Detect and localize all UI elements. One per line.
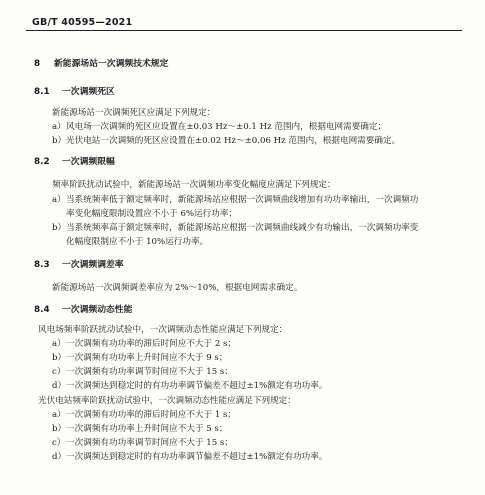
item-text: 一次调频有功功率调节时间应不大于 15 s； xyxy=(66,438,233,448)
item-label: c） xyxy=(52,438,66,448)
item-text: 一次调频有功功率的滞后时间应不大于 2 s； xyxy=(66,339,237,349)
wind-farm-intro: 风电场频率阶跃扰动试验中，一次调频动态性能应满足下列规定： xyxy=(38,325,288,335)
section-8-2-item-a-line2: 率变化幅度限制设置应不小于 6%运行功率； xyxy=(66,209,238,219)
pv-station-intro: 光伏电站频率阶跃扰动试验中，一次调频动态性能应满足下列规定： xyxy=(38,396,296,406)
item-label: b） xyxy=(52,424,67,434)
wind-item-b xyxy=(52,353,227,364)
item-text: 当系统频率低于额定频率时，新能源场站应根据一次调频曲线增加有功功率输出，一次调频功 xyxy=(66,195,419,205)
item-text: 风电场一次调频的死区应设置在±0.03 Hz～±0.1 Hz 范围内，根据电网需要确定； xyxy=(66,122,387,132)
item-label: d） xyxy=(52,381,67,391)
item-text: 一次调频有功功率调节时间应不大于 15 s； xyxy=(66,367,233,377)
section-8-2-intro: 频率阶跃扰动试验中，新能源场站一次调频功率变化幅度应满足下列规定： xyxy=(52,180,336,190)
section-8-3-text: 新能源场站一次调频调差率应为 2%～10%，根据电网需求确定。 xyxy=(52,283,303,293)
item-label: a） xyxy=(52,122,66,132)
section-8-4-number: 8.4 xyxy=(34,305,50,315)
section-8-2-item-a-line1 xyxy=(52,195,418,206)
item-text: 当系统频率高于额定频率时，新能源场站应根据一次调频曲线减少有功输出，一次调频功率变 xyxy=(66,223,419,233)
item-label: a） xyxy=(52,410,66,420)
section-8-1-number: 8.1 xyxy=(34,87,50,97)
section-8-2-number: 8.2 xyxy=(34,157,50,167)
item-text: 一次调频有功功率上升时间应不大于 9 s； xyxy=(66,353,228,363)
section-8-3-title: 一次调频调差率 xyxy=(62,260,124,270)
section-8-1-item-b xyxy=(52,136,400,147)
section-8-1-title: 一次调频死区 xyxy=(62,87,115,97)
item-label: b） xyxy=(52,223,67,233)
item-label: b） xyxy=(52,136,67,146)
pv-item-b xyxy=(52,424,227,435)
section-8-heading xyxy=(34,59,168,70)
section-8-3-heading xyxy=(34,260,124,271)
section-8-title: 新能源场站一次调频技术规定 xyxy=(54,59,169,69)
wind-item-c xyxy=(52,367,233,378)
item-text: 光伏电站一次调频的死区应设置在±0.02 Hz～±0.06 Hz 范围内，根据电网需要确定。 xyxy=(66,136,401,146)
item-label: d） xyxy=(52,452,67,462)
standard-code-header: GB/T 40595—2021 xyxy=(32,17,133,28)
section-8-4-title: 一次调频动态性能 xyxy=(62,305,133,315)
wind-item-d xyxy=(52,381,327,392)
pv-item-a xyxy=(52,410,236,421)
section-8-1-intro: 新能源场站一次调频死区应满足下列规定： xyxy=(52,108,216,118)
item-text: 一次调频达到稳定时的有功功率调节偏差不超过±1%额定有功功率。 xyxy=(66,381,328,391)
section-8-2-item-b-line1 xyxy=(52,223,418,234)
section-8-3-number: 8.3 xyxy=(34,260,50,270)
item-text: 一次调频达到稳定时的有功功率调节偏差不超过±1%额定有功功率。 xyxy=(66,452,328,462)
item-label: c） xyxy=(52,367,66,377)
pv-item-d xyxy=(52,452,327,463)
item-text: 一次调频有功功率上升时间应不大于 5 s； xyxy=(66,424,228,434)
section-8-1-heading xyxy=(34,87,115,98)
wind-item-a xyxy=(52,339,236,350)
section-8-4-heading xyxy=(34,305,132,316)
item-label: b） xyxy=(52,353,67,363)
section-8-2-title: 一次调频限幅 xyxy=(62,157,115,167)
section-8-number: 8 xyxy=(34,59,41,69)
item-label: a） xyxy=(52,195,66,205)
pv-item-c xyxy=(52,438,233,449)
item-label: a） xyxy=(52,339,66,349)
header-rule xyxy=(26,30,462,31)
section-8-2-heading xyxy=(34,157,115,168)
section-8-1-item-a xyxy=(52,122,386,133)
section-8-2-item-b-line2: 化幅度限制应不小于 10%运行功率。 xyxy=(66,237,209,247)
item-text: 一次调频有功功率的滞后时间应不大于 1 s； xyxy=(66,410,237,420)
